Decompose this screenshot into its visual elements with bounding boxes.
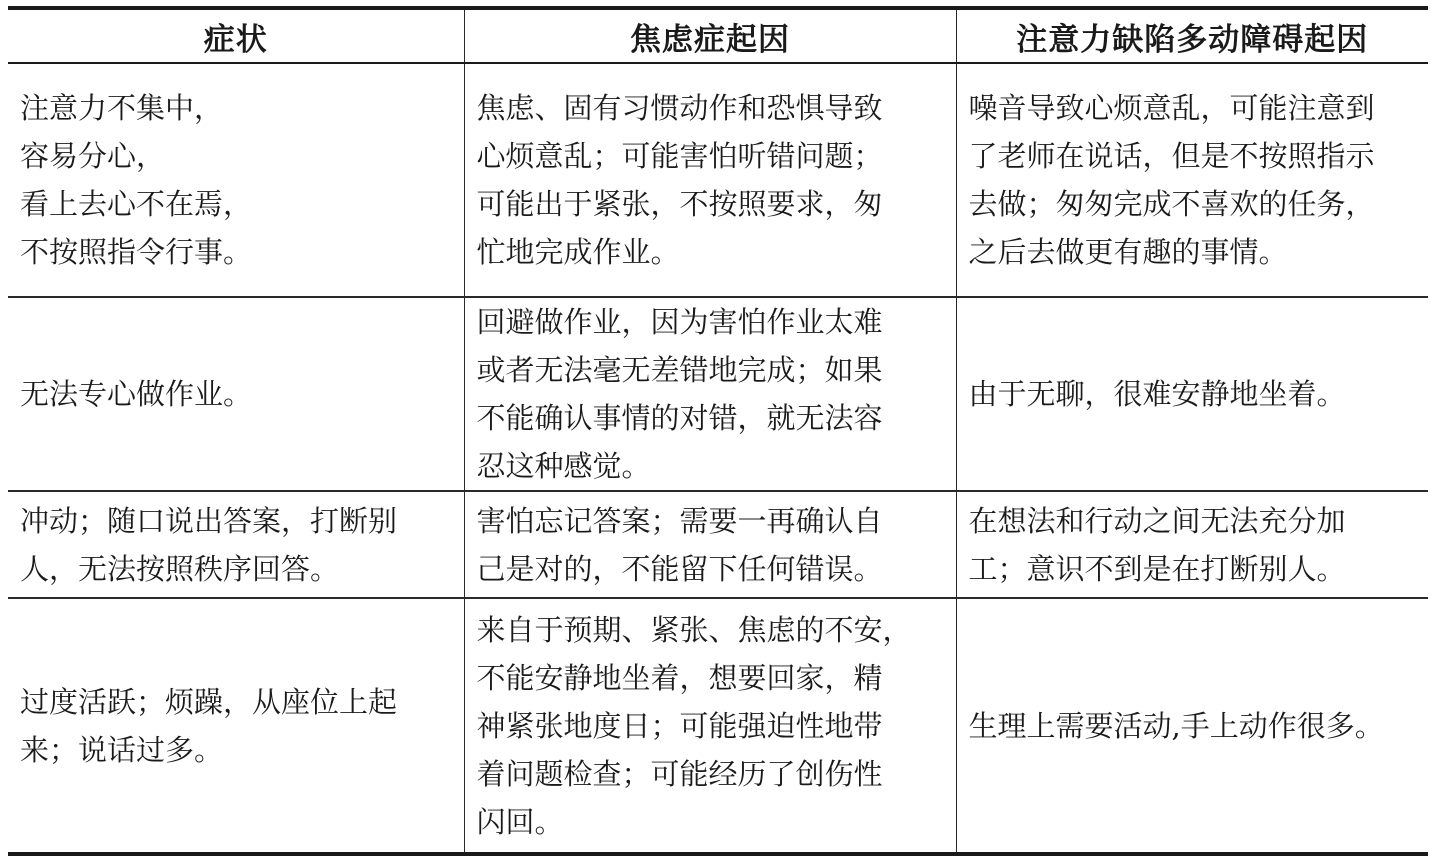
cell-line: 冲动；随口说出答案，打断别 bbox=[20, 503, 398, 538]
cell-line: 工；意识不到是在打断别人。 bbox=[968, 551, 1346, 586]
cell-line: 不按照指令行事。 bbox=[20, 235, 253, 269]
cell-line: 己是对的，不能留下任何错误。 bbox=[476, 551, 883, 586]
cell-line: 过度活跃；烦躁，从座位上起 bbox=[20, 684, 398, 719]
anxiety-cause-cell bbox=[464, 598, 956, 854]
cell-line: 忙地完成作业。 bbox=[476, 235, 680, 269]
symptom-cell bbox=[8, 63, 464, 297]
cell-line: 不能确认事情的对错，就无法容 bbox=[476, 401, 883, 435]
cell-line: 不能安静地坐着，想要回家，精 bbox=[476, 660, 883, 695]
cell-line: 闪回。 bbox=[476, 804, 564, 839]
cell-line: 在想法和行动之间无法充分加 bbox=[968, 503, 1346, 538]
adhd-cause-cell bbox=[956, 297, 1428, 491]
cell-line: 容易分心， bbox=[20, 139, 166, 173]
cell-line: 可能出于紧张，不按照要求，匆 bbox=[476, 187, 883, 221]
cell-line: 着问题检查；可能经历了创伤性 bbox=[476, 756, 883, 791]
anxiety-cause-cell bbox=[464, 491, 956, 598]
table-row bbox=[8, 63, 1428, 297]
header-symptom: 症状 bbox=[8, 8, 464, 63]
cell-line: 来自于预期、紧张、焦虑的不安， bbox=[476, 612, 912, 647]
adhd-cause-cell bbox=[956, 598, 1428, 854]
cell-line: 人，无法按照秩序回答。 bbox=[20, 551, 340, 586]
adhd-cause-cell bbox=[956, 63, 1428, 297]
symptom-cause-table bbox=[8, 6, 1428, 856]
table-header-row bbox=[8, 8, 1428, 63]
table-row bbox=[8, 598, 1428, 854]
comparison-table-container bbox=[8, 6, 1428, 856]
header-adhd-cause: 注意力缺陷多动障碍起因 bbox=[956, 8, 1428, 63]
cell-line: 回避做作业，因为害怕作业太难 bbox=[476, 305, 883, 339]
cell-line: 或者无法毫无差错地完成；如果 bbox=[476, 353, 883, 387]
cell-line: 无法专心做作业。 bbox=[20, 377, 253, 411]
cell-line: 注意力不集中， bbox=[20, 91, 224, 125]
cell-line: 看上去心不在焉， bbox=[20, 187, 253, 221]
cell-line: 害怕忘记答案；需要一再确认自 bbox=[476, 503, 883, 538]
cell-line: 来；说话过多。 bbox=[20, 732, 224, 767]
table-row bbox=[8, 491, 1428, 598]
table-row bbox=[8, 297, 1428, 491]
cell-line: 心烦意乱；可能害怕听错问题； bbox=[476, 139, 883, 173]
cell-line: 焦虑、固有习惯动作和恐惧导致 bbox=[476, 91, 883, 125]
cell-line: 忍这种感觉。 bbox=[476, 449, 651, 483]
adhd-cause-cell bbox=[956, 491, 1428, 598]
cell-line: 由于无聊，很难安静地坐着。 bbox=[968, 377, 1346, 411]
symptom-cell bbox=[8, 491, 464, 598]
cell-line: 神紧张地度日；可能强迫性地带 bbox=[476, 708, 883, 743]
cell-line: 去做；匆匆完成不喜欢的任务， bbox=[968, 187, 1375, 221]
symptom-cell bbox=[8, 598, 464, 854]
anxiety-cause-cell bbox=[464, 297, 956, 491]
symptom-cell bbox=[8, 297, 464, 491]
cell-line: 噪音导致心烦意乱，可能注意到 bbox=[968, 91, 1375, 125]
cell-line: 生理上需要活动,手上动作很多。 bbox=[968, 708, 1384, 743]
header-anxiety-cause: 焦虑症起因 bbox=[464, 8, 956, 63]
anxiety-cause-cell bbox=[464, 63, 956, 297]
cell-line: 了老师在说话，但是不按照指示 bbox=[968, 139, 1375, 173]
cell-line: 之后去做更有趣的事情。 bbox=[968, 235, 1288, 269]
